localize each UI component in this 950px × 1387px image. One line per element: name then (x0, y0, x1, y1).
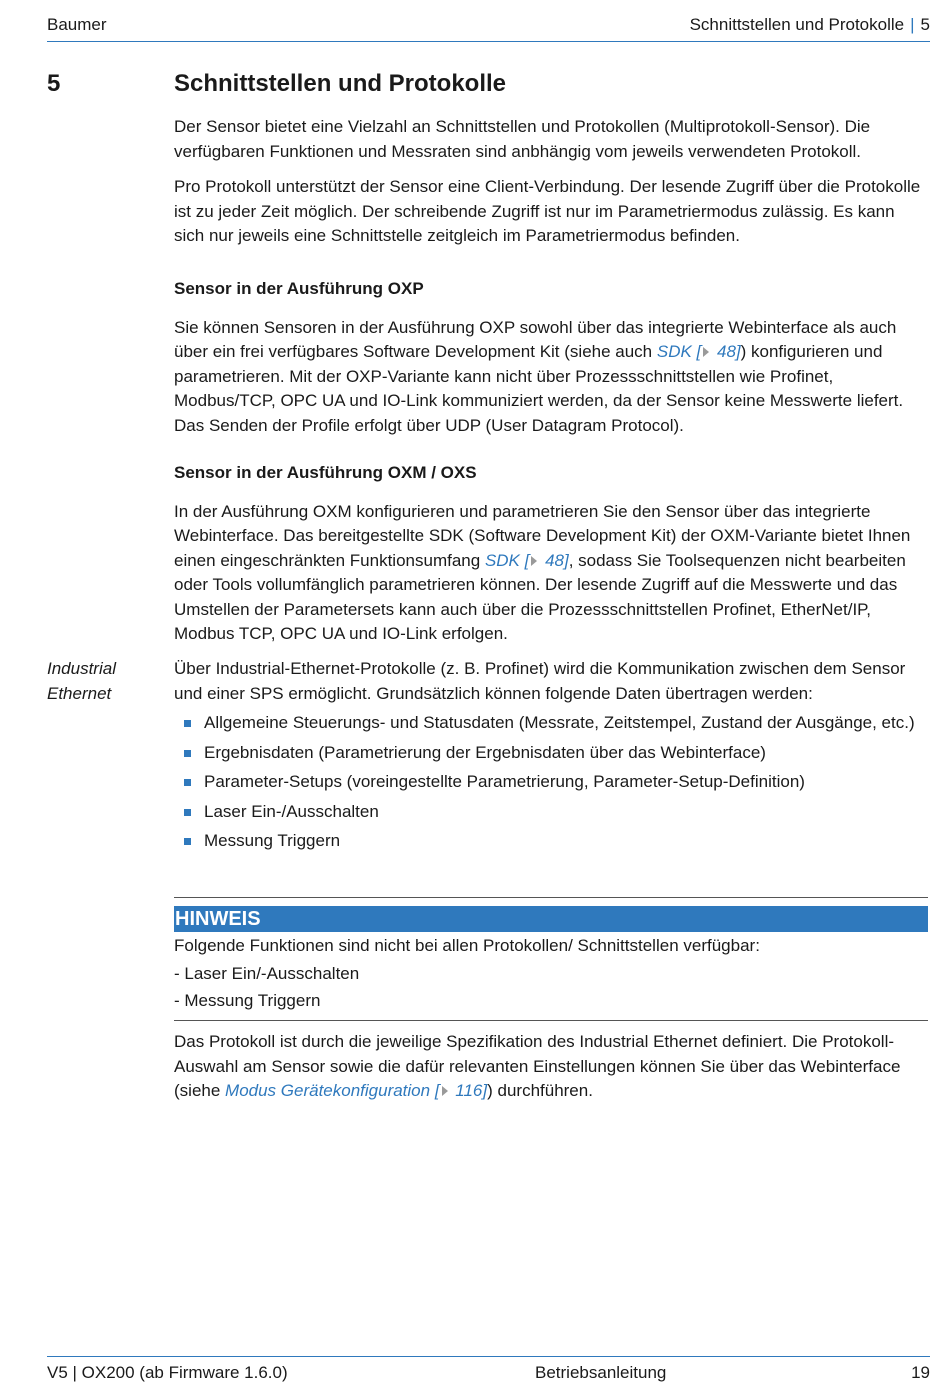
list-item-text: Laser Ein-/Ausschalten (204, 801, 379, 821)
industrial-paragraph: Über Industrial-Ethernet-Protokolle (z. B. Profinet) wird die Kommunikation zwischen dem Sensor und einer SPS ermöglicht. Grundsätzlich können folgende Daten übertragen werden: (174, 659, 906, 703)
list-item (174, 711, 928, 736)
modus-link-label: Modus Gerätekonfiguration [ (225, 1081, 440, 1100)
oxm-heading: Sensor in der Ausführung OXM / OXS (174, 463, 477, 482)
industrial-ethernet-section (174, 657, 928, 859)
list-item (174, 770, 928, 795)
header-section-ref (690, 15, 930, 35)
sdk-link-page: 48] (540, 550, 569, 570)
closing-text-before: Das Protokoll ist durch die jeweilige Spezifikation des Industrial Ethernet definiert. Die Protokoll-Auswahl am Sensor sowie die dafür relevanten Einstellungen können Sie über das Webinterface (siehe (174, 1032, 901, 1100)
notice-bottom-rule (174, 1020, 928, 1021)
bullet-square-icon (184, 720, 191, 727)
header-separator: | (910, 15, 915, 34)
oxp-heading: Sensor in der Ausführung OXP (174, 279, 424, 298)
list-item (174, 800, 928, 825)
footer-page-number: 19 (911, 1363, 930, 1382)
sdk-link-label: SDK [ (656, 342, 702, 361)
footer-rule (47, 1356, 930, 1357)
footer-version: V5 | OX200 (ab Firmware 1.6.0) (47, 1363, 288, 1382)
notice-box (174, 897, 928, 1021)
chapter-number: 5 (47, 70, 61, 97)
notice-title: HINWEIS (174, 906, 928, 932)
notice-line-1: Folgende Funktionen sind nicht bei allen Protokollen/ Schnittstellen verfügbar: (174, 936, 760, 955)
arrow-right-icon (703, 347, 709, 357)
oxm-text-before: In der Ausführung OXM konfigurieren und parametrieren Sie den Sensor über das integrierte Webinterface. Das bereitgestellte SDK (Software Development Kit) der OXM-Variante bietet Ihnen einen eingeschränkten Funktionsumfang (174, 501, 911, 570)
footer-doc-type: Betriebsanleitung (535, 1363, 667, 1382)
bullet-square-icon (184, 750, 191, 757)
data-bullet-list (174, 711, 928, 854)
closing-paragraph (174, 1030, 928, 1104)
page-header (47, 13, 930, 41)
notice-line-2: - Laser Ein/-Ausschalten (174, 963, 360, 983)
closing-text-after: ) durchführen. (487, 1081, 593, 1100)
header-rule (47, 41, 930, 42)
sdk-link[interactable] (657, 342, 741, 361)
oxm-section (174, 461, 928, 647)
side-label-line-2: Ethernet (47, 683, 112, 703)
oxp-text-before: Sie können Sensoren in der Ausführung OXP sowohl über das integrierte Webinterface als auch über ein frei verfügbares Software Development Kit (siehe auch (174, 317, 897, 361)
list-item (174, 741, 928, 766)
bullet-square-icon (184, 809, 191, 816)
intro-paragraph-1: Der Sensor bietet eine Vielzahl an Schnittstellen und Protokollen (Multiprotokoll-Sensor). Die verfügbaren Funktionen und Messraten sind anbhängig vom jeweils verwendeten Protokoll. (174, 117, 871, 161)
arrow-right-icon (531, 556, 537, 566)
closing-section (174, 1030, 928, 1104)
sdk-link-page: 48] (712, 342, 741, 361)
industrial-ethernet-side-label (47, 657, 116, 706)
header-page-number: 5 (920, 15, 930, 34)
notice-top-rule (174, 897, 928, 898)
oxp-text-after: ) konfigurieren und parametrieren. Mit der OXP-Variante kann nicht über Prozessschnittstellen wie Profinet, Modbus/TCP, OPC UA und IO-Link kommuniziert werden, da der Sensor keine Messwerte liefert. Das Senden der Profile erfolgt über UDP (User Datagram Protocol). (174, 342, 904, 435)
oxm-paragraph (174, 500, 928, 647)
side-label-line-1: Industrial (47, 659, 116, 678)
list-item-text: Parameter-Setups (voreingestellte Parametrierung, Parameter-Setup-Definition) (204, 772, 805, 791)
oxp-section (174, 277, 928, 438)
chapter-title: Schnittstellen und Protokolle (174, 70, 507, 97)
sdk-link-label: SDK [ (484, 550, 530, 570)
intro-paragraph-2: Pro Protokoll unterstützt der Sensor eine Client-Verbindung. Der lesende Zugriff über die Protokolle ist zu jeder Zeit möglich. Der schreibende Zugriff ist nur im Parametriermodus zulässig. Es kann sich nur jeweils eine Schnittstelle zeitgleich im Parametriermodus befinden. (174, 177, 921, 245)
list-item-text: Allgemeine Steuerungs- und Statusdaten (Messrate, Zeitstempel, Zustand der Ausgänge, etc.) (204, 713, 915, 732)
oxm-text-after: , sodass Sie Toolsequenzen nicht bearbeiten oder Tools vollumfänglich parametrieren können. Der lesende Zugriff auf die Messwerte und das Umstellen der Parametersets kann auch über die Prozessschnittstellen Profinet, EtherNet/IP, Modbus TCP, OPC UA und IO-Link erfolgen. (174, 550, 906, 643)
header-company: Baumer (47, 15, 107, 34)
modus-geraetekonfiguration-link[interactable] (225, 1081, 487, 1100)
oxp-paragraph (174, 316, 928, 439)
arrow-right-icon (442, 1086, 448, 1096)
notice-line-3: - Messung Triggern (174, 991, 321, 1010)
list-item-text: Messung Triggern (204, 831, 341, 850)
bullet-square-icon (184, 838, 191, 845)
intro-section (174, 115, 928, 249)
sdk-link[interactable] (485, 551, 569, 570)
list-item (174, 829, 928, 854)
header-section-title: Schnittstellen und Protokolle (689, 15, 905, 34)
bullet-square-icon (184, 779, 191, 786)
modus-link-page: 116] (450, 1081, 488, 1100)
list-item-text: Ergebnisdaten (Parametrierung der Ergebnisdaten über das Webinterface) (204, 742, 766, 762)
